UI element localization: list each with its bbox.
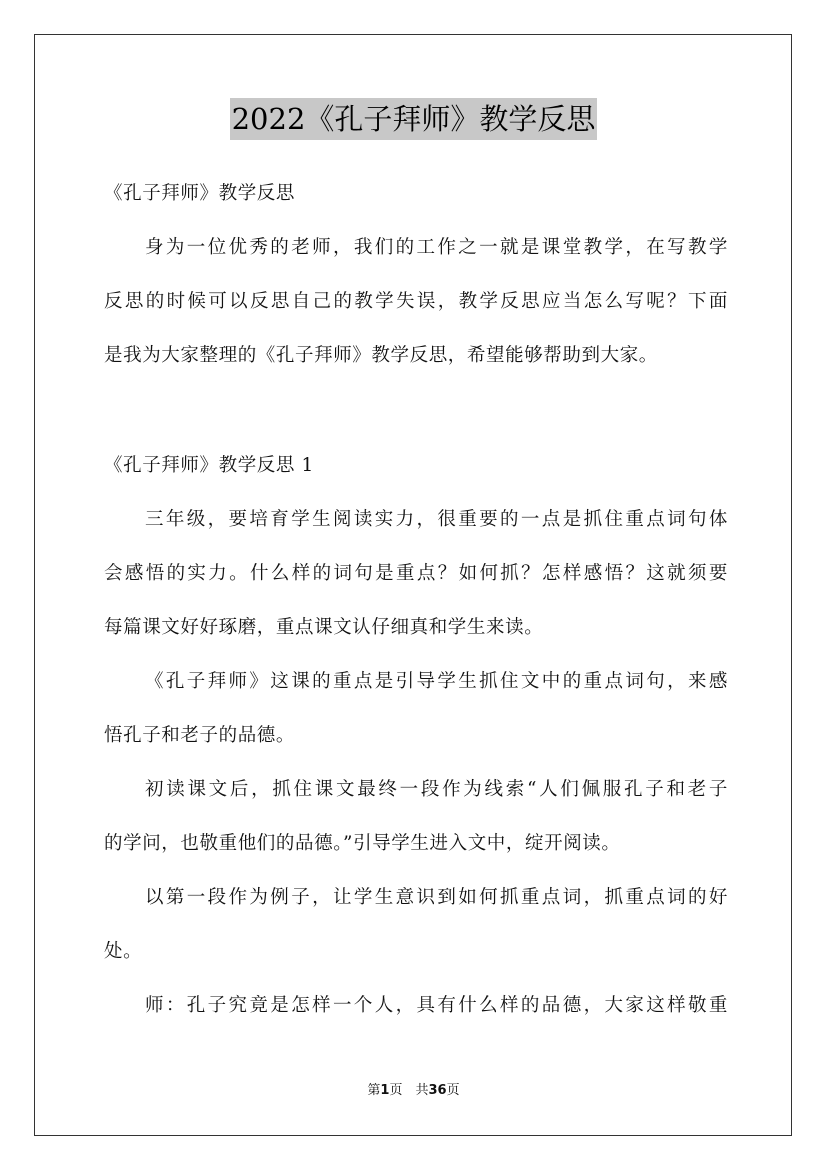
- paragraph-line: 的学问，也敬重他们的品德。”引导学生进入文中，绽开阅读。: [104, 833, 621, 854]
- paragraph-line: 身为一位优秀的老师，我们的工作之一就是课堂教学，在写教学: [145, 237, 728, 258]
- paragraph-line: 是我为大家整理的《孔子拜师》教学反思，希望能够帮助到大家。: [104, 345, 658, 366]
- footer-suffix: 页: [446, 1083, 460, 1098]
- paragraph-line: 每篇课文好好琢磨，重点课文认仔细真和学生来读。: [104, 617, 544, 638]
- paragraph-line: 悟孔子和老子的品德。: [104, 725, 296, 746]
- paragraph-line: 处。: [104, 941, 143, 962]
- paragraph-line: 反思的时候可以反思自己的教学失误，教学反思应当怎么写呢？下面: [104, 291, 728, 312]
- paragraph-line: 师：孔子究竟是怎样一个人，具有什么样的品德，大家这样敬重: [145, 995, 728, 1016]
- paragraph-line: 《孔子拜师》这课的重点是引导学生抓住文中的重点词句，来感: [145, 671, 728, 692]
- paragraph-line: 三年级，要培育学生阅读实力，很重要的一点是抓住重点词句体: [145, 509, 728, 530]
- section-heading: 《孔子拜师》教学反思: [104, 183, 296, 204]
- document-title: 2022《孔子拜师》教学反思: [230, 98, 598, 140]
- page-current: 1: [380, 1083, 390, 1098]
- paragraph-line: 会感悟的实力。什么样的词句是重点？如何抓？怎样感悟？这就须要: [104, 563, 728, 584]
- section-heading: 《孔子拜师》教学反思 1: [104, 455, 314, 476]
- paragraph-line: 初读课文后，抓住课文最终一段作为线索“人们佩服孔子和老子: [145, 779, 728, 800]
- title-container: [0, 98, 827, 140]
- paragraph-line: 以第一段作为例子，让学生意识到如何抓重点词，抓重点词的好: [145, 887, 728, 908]
- footer-mid: 页 共: [389, 1083, 429, 1098]
- footer-prefix: 第: [367, 1083, 381, 1098]
- page-footer: [0, 1082, 827, 1100]
- page-total: 36: [428, 1083, 447, 1098]
